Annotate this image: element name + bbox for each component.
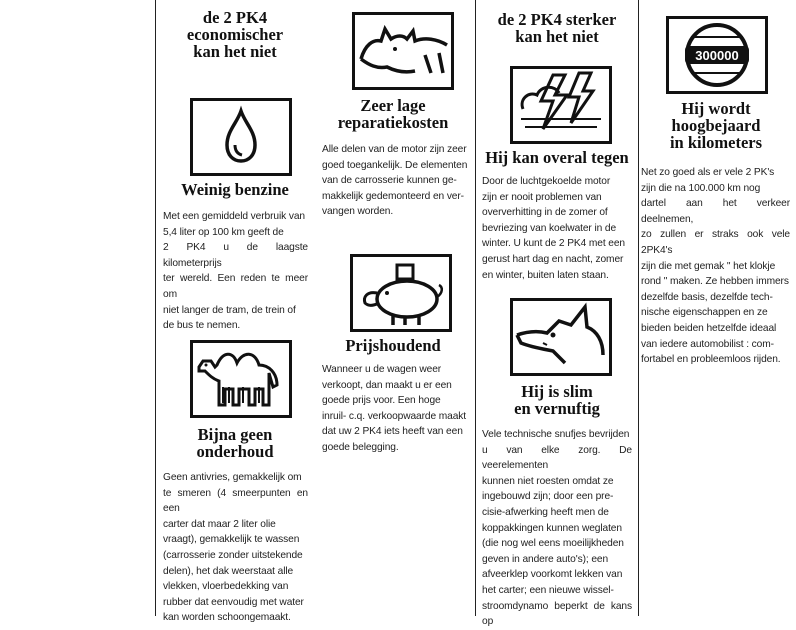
text-line: goed toegankelijk. De elementen <box>322 159 468 171</box>
text-line: stroomdynamo beperkt de kans op <box>482 600 632 628</box>
text-line: Wanneer u de wagen weer <box>322 364 442 375</box>
text-line: 5,4 liter op 100 km geeft de <box>163 226 284 238</box>
rhino-icon <box>352 12 454 90</box>
section-body <box>641 165 790 368</box>
text-line: ingebouwd zijn; door een pre- <box>482 491 614 503</box>
text-line: rond " maken. Ze hebben immers <box>641 276 789 288</box>
text-line: cisie-afwerking heeft men de <box>482 506 609 518</box>
text-line: makkelijk gedemonteerd en ver- <box>322 190 464 202</box>
text-line: zijn die na 100.000 km nog <box>641 182 761 194</box>
title-line: hoogbejaard <box>671 115 761 135</box>
text-line: Alle delen van de motor zijn zeer <box>322 144 467 155</box>
section-body <box>482 427 632 630</box>
text-line: de bus te nemen. <box>163 320 241 332</box>
text-line: kan worden schoongemaakt. <box>163 612 291 624</box>
text-line: winter. U kunt de 2 PK4 met een <box>482 238 626 250</box>
column-rule-1 <box>155 0 156 616</box>
text-line: Net zo goed als er vele 2 PK's <box>641 167 775 178</box>
text-line: Vele technische snufjes bevrijden <box>482 429 630 440</box>
section-title <box>478 150 636 167</box>
section-title <box>318 338 468 355</box>
text-line: goede prijs voor. Een hoge <box>322 395 441 407</box>
header-line: de 2 PK4 <box>202 8 268 27</box>
text-line: rubber dat eenvoudig met water <box>163 596 304 608</box>
text-line: zijn er nooit problemen van <box>482 191 602 203</box>
section-title <box>162 427 308 461</box>
text-line: vraagt), gemakkelijk te wassen <box>163 534 300 546</box>
fuel-drop-icon <box>190 98 292 176</box>
text-line: dezelfde basis, dezelfde tech- <box>641 291 773 303</box>
text-line: van iedere automobilist : com- <box>641 338 774 350</box>
text-line: (carrosserie zonder uitstekende <box>163 549 303 561</box>
text-line: u van elke zorg. De veerelementen <box>482 444 632 472</box>
text-line: afveerklep voorkomt lekken van <box>482 569 623 581</box>
text-line: Met een gemiddeld verbruik van <box>163 211 305 222</box>
text-line: kunnen niet roesten omdat ze <box>482 475 614 487</box>
text-line: oververhitting in de zomer of <box>482 207 608 219</box>
text-line: van de carrosserie kunnen ge- <box>322 175 457 187</box>
text-line: het carter; een nieuwe wissel- <box>482 584 614 596</box>
header-line: kan het niet <box>193 41 277 61</box>
title-line: Hij is slim <box>521 382 593 401</box>
column-rule-3 <box>638 0 639 616</box>
section-title <box>162 182 308 199</box>
header-line: kan het niet <box>515 26 599 46</box>
header-line: economischer <box>186 24 284 44</box>
text-line: te smeren (4 smeerpunten en een <box>163 487 308 515</box>
text-line: bieden beiden hetzelfde ideaal <box>641 322 777 334</box>
section-body <box>322 362 468 456</box>
text-line: vlekken, vloerbedekking van <box>163 581 289 593</box>
title-line: Zeer lage <box>360 96 426 115</box>
section-body <box>322 142 468 220</box>
column-rule-2 <box>475 0 476 616</box>
title-line: Hij kan overal tegen <box>485 148 629 167</box>
column-header-economy <box>160 10 310 60</box>
text-line: zo zullen er straks ook vele 2PK4's <box>641 229 790 256</box>
text-line: verkoopt, dan maakt u er een <box>322 379 452 391</box>
text-line: 2 PK4 u de laagste kilometerprijs <box>163 242 308 269</box>
text-line: fortabel en probleemloos rijden. <box>641 354 781 366</box>
text-line: Geen antivries, gemakkelijk om <box>163 472 302 483</box>
title-line: onderhoud <box>196 441 274 461</box>
title-line: Prijshoudend <box>345 336 441 355</box>
text-line: dat uw 2 PK4 iets heeft van een <box>322 426 463 438</box>
title-line: in kilometers <box>669 132 763 152</box>
odometer-icon <box>666 16 768 94</box>
text-line: Door de luchtgekoelde motor <box>482 176 611 187</box>
title-line: Hij wordt <box>681 99 751 118</box>
column-header-strength <box>482 12 632 46</box>
section-body <box>163 209 308 334</box>
section-body <box>482 174 632 283</box>
text-line: ter wereld. Een reden te meer om <box>163 273 308 300</box>
text-line: niet langer de tram, de trein of <box>163 304 296 316</box>
odometer-reading: 300000 <box>695 48 739 63</box>
text-line: inruil- c.q. verkoopwaarde maakt <box>322 410 467 422</box>
text-line: (die nog wel eens moeilijkheden <box>482 538 624 550</box>
section-body <box>163 470 308 626</box>
text-line: bevriezing van koelwater in de <box>482 222 617 234</box>
text-line: dartel aan het verkeer deelnemen, <box>641 198 790 225</box>
text-line: vangen worden. <box>322 206 394 218</box>
section-title <box>318 98 468 132</box>
title-line: reparatiekosten <box>337 112 449 132</box>
text-line: koppakkingen kunnen weglaten <box>482 522 622 534</box>
section-title <box>642 101 790 151</box>
section-title <box>478 384 636 418</box>
text-line: nische eigenschappen en ze <box>641 307 768 319</box>
text-line: goede belegging. <box>322 441 399 453</box>
text-line: geven in andere auto's); een <box>482 553 609 565</box>
title-line: Bijna geen <box>197 425 273 444</box>
text-line: carter dat maar 2 liter olie <box>163 518 276 530</box>
lightning-cloud-icon <box>510 66 612 144</box>
title-line: en vernuftig <box>514 398 600 418</box>
header-line: de 2 PK4 sterker <box>497 10 617 29</box>
fox-icon <box>510 298 612 376</box>
text-line: en winter, buiten laten staan. <box>482 269 609 281</box>
text-line: gerust hart dag en nacht, zomer <box>482 253 624 265</box>
text-line: delen), het dak weerstaat alle <box>163 565 294 577</box>
piggy-bank-icon <box>350 254 452 332</box>
camel-icon <box>190 340 292 418</box>
text-line: zijn die met gemak " het klokje <box>641 260 776 272</box>
title-line: Weinig benzine <box>181 180 289 199</box>
